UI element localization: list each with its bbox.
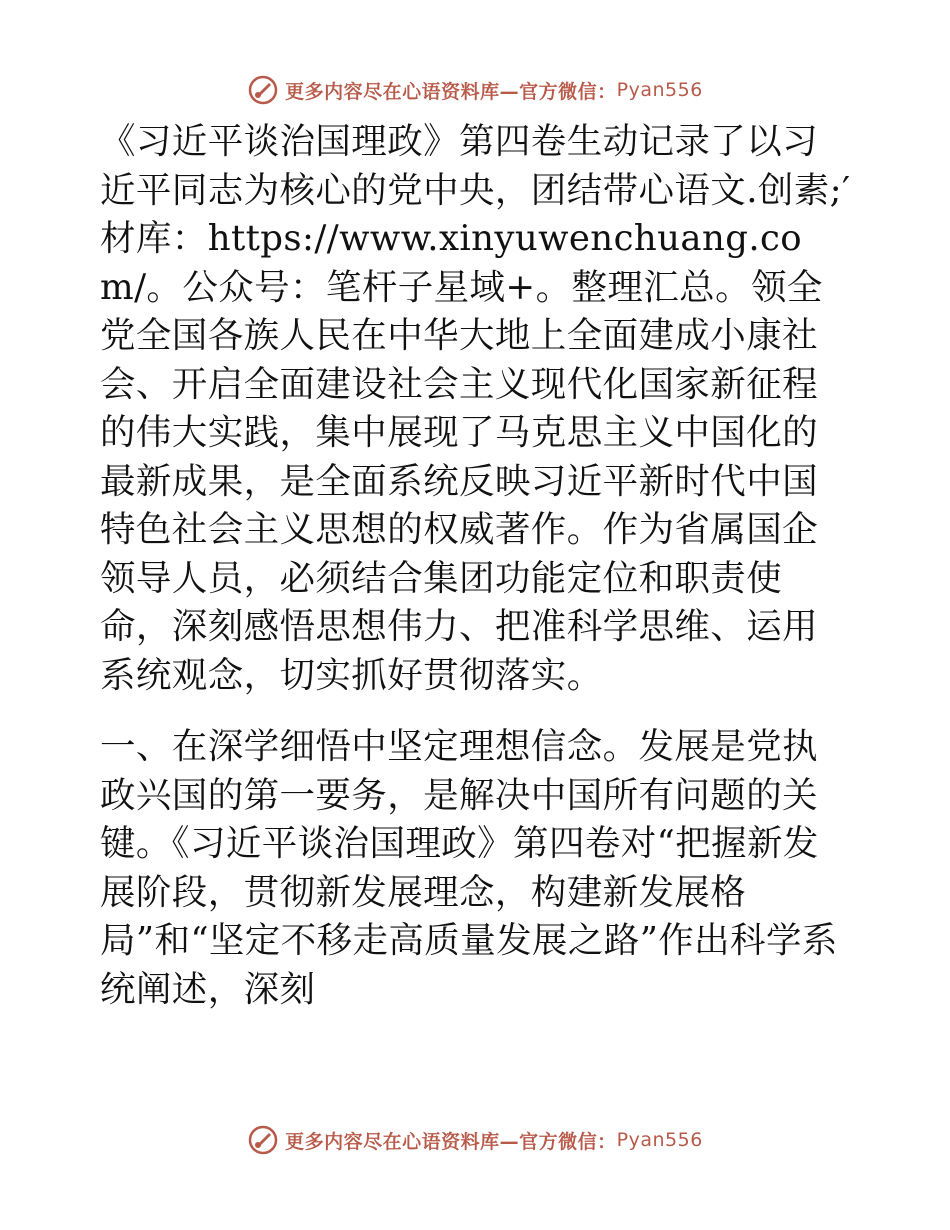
quill-logo-icon [247,74,279,106]
footer-banner [0,1124,950,1156]
banner-wechat-id: Pyan556 [616,79,703,101]
paragraph-intro: 《习近平谈治国理政》第四卷生动记录了以习近平同志为核心的党中央，团结带心语文.创素;′材库：https://www.xinyuwenchuang.com/。公众号：笔杆子星域+。整理汇总。领全党全国各族人民在中华大地上全面建成小康社会、开启全面建设社会主义现代化国家新征程的伟大实践，集中展现了马克思主义中国化的最新成果，是全面系统反映习近平新时代中国特色社会主义思想的权威著作。作为省属国企领导人员，必须结合集团功能定位和职责使命，深刻感悟思想伟力、把准科学思维、运用系统观念，切实抓好贯彻落实。 [100,121,851,696]
header-banner [0,74,950,106]
document-body [100,118,852,1014]
quill-logo-icon [247,1124,279,1156]
banner-wechat-id: Pyan556 [616,1129,703,1151]
banner-text: 更多内容尽在心语资料库—官方微信： [285,80,617,103]
banner-text: 更多内容尽在心语资料库—官方微信： [285,1130,617,1153]
paragraph-section-one: 一、在深学细悟中坚定理想信念。发展是党执政兴国的第一要务，是解决中国所有问题的关键。《习近平谈治国理政》第四卷对“把握新发展阶段，贯彻新发展理念，构建新发展格局”和“坚定不移走高质量发展之路”作出科学系统阐述，深刻 [100,726,838,1010]
